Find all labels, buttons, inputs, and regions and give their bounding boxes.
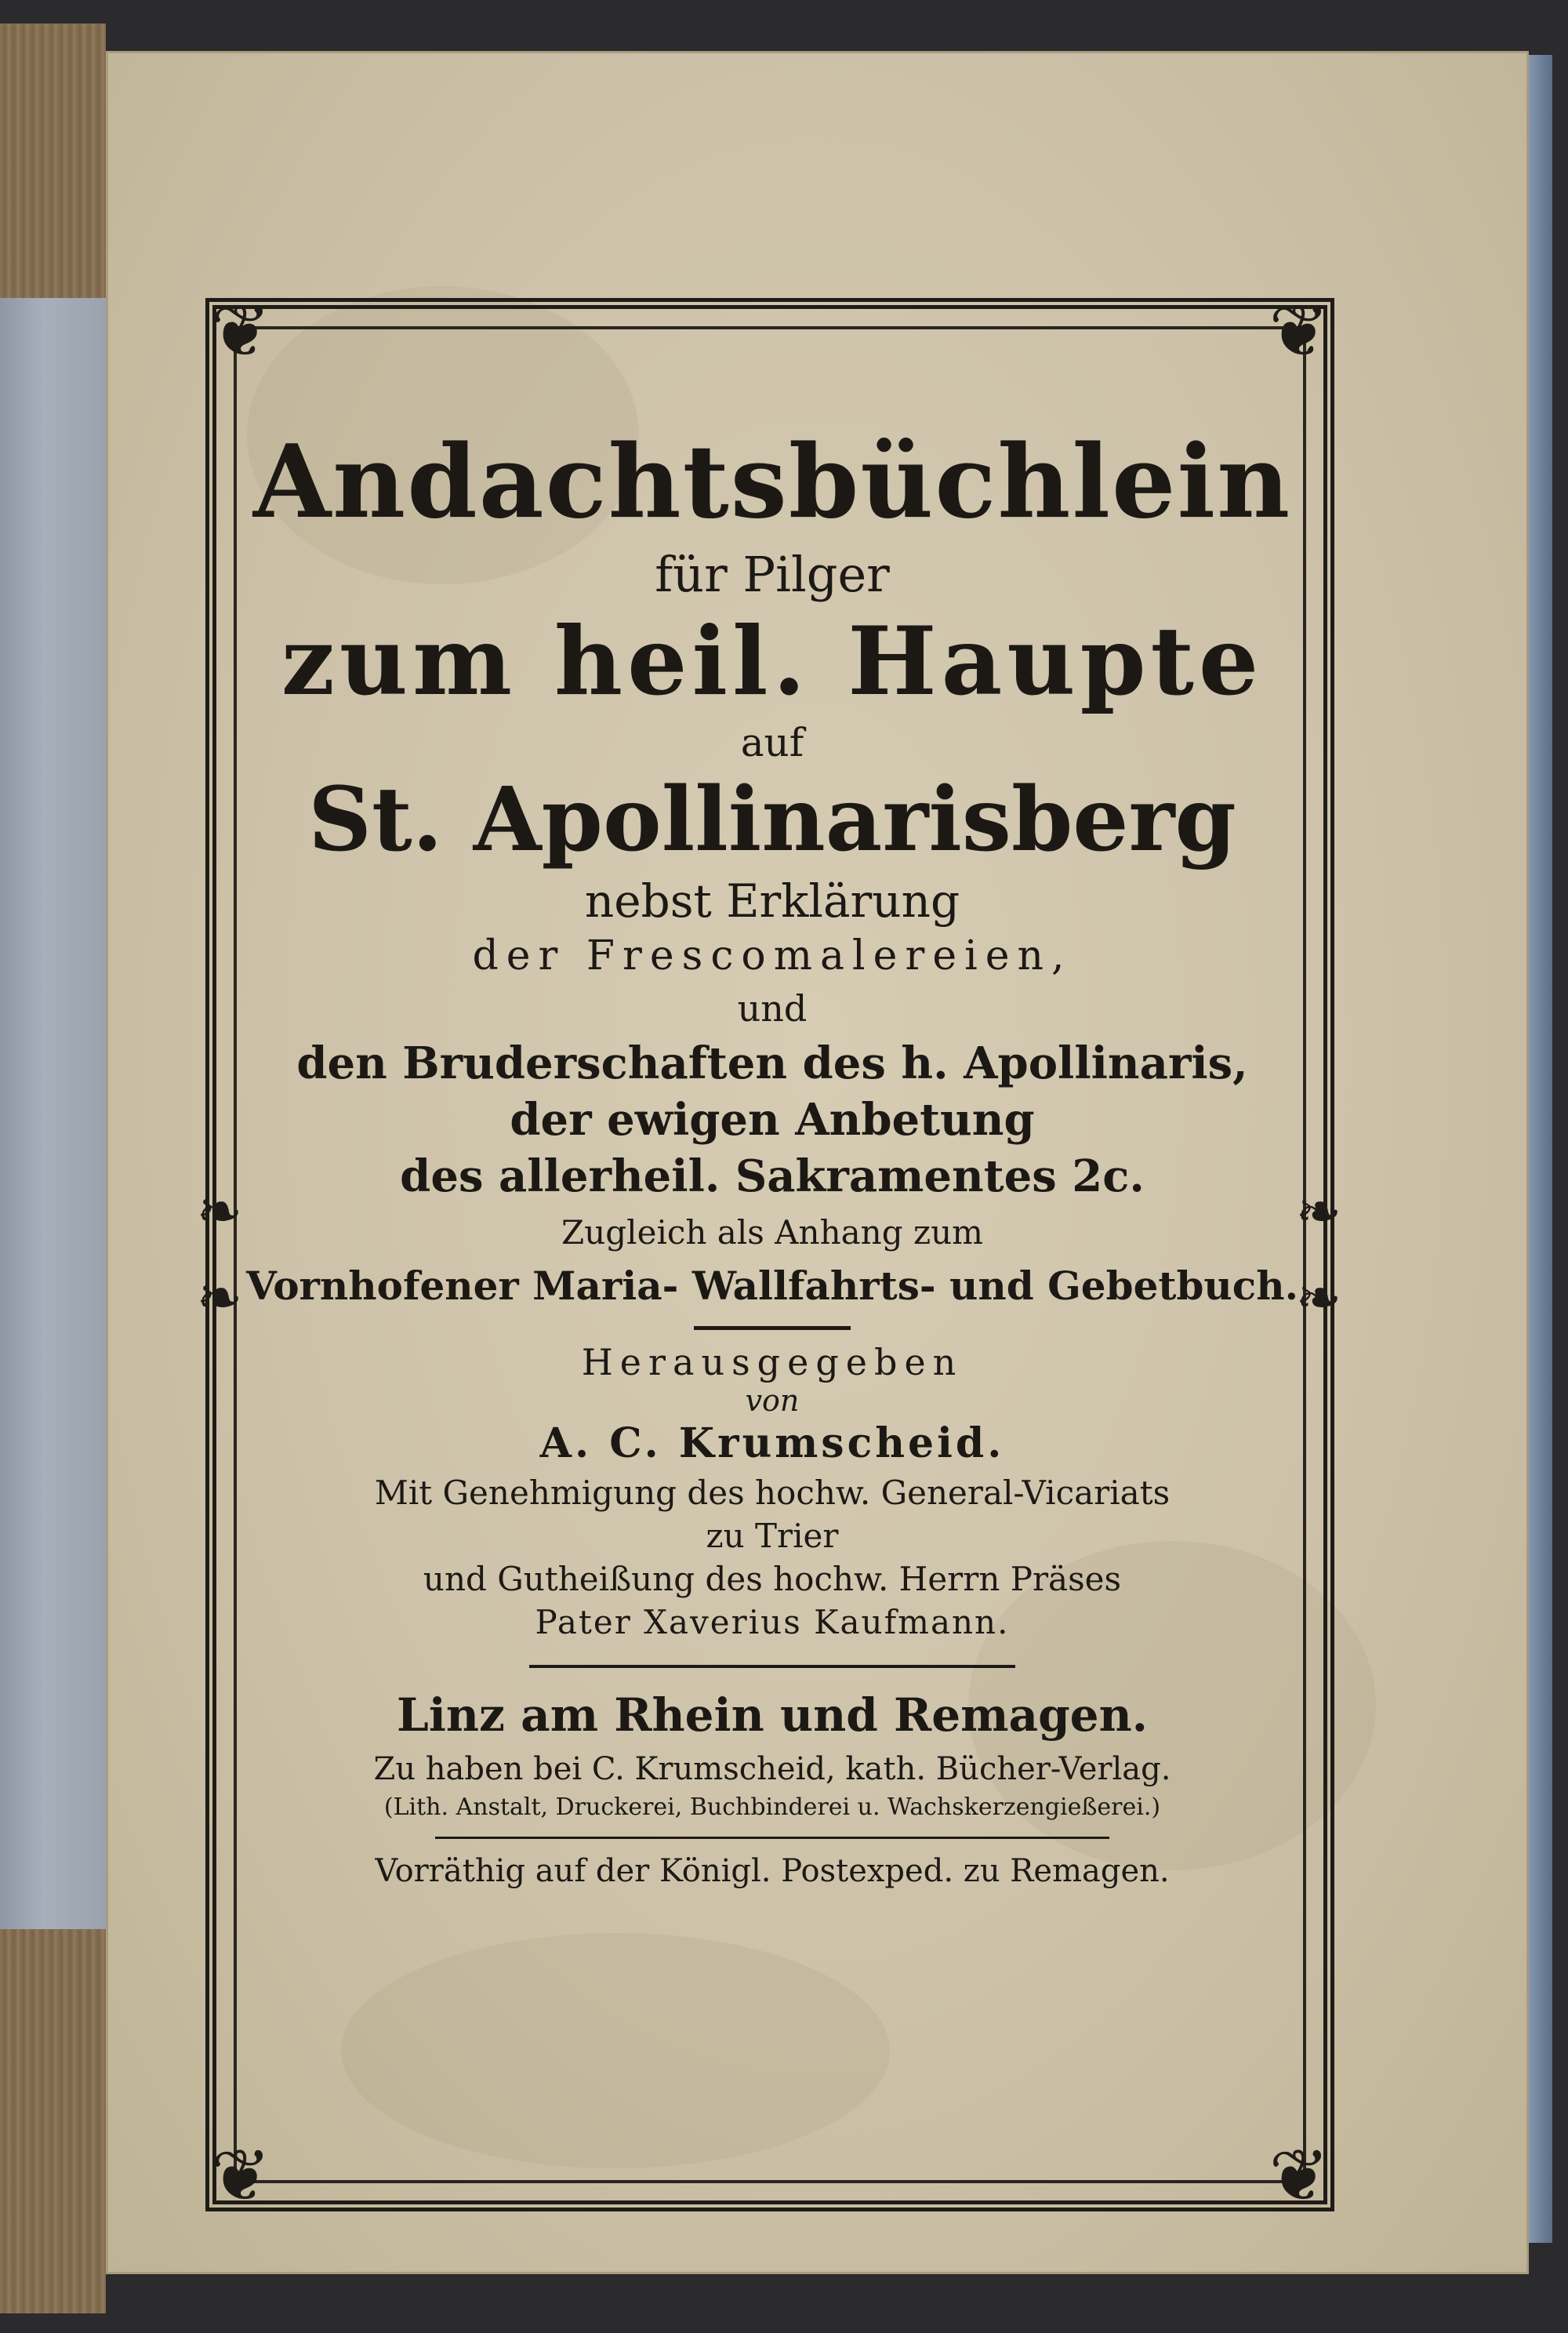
approval-line: Pater Xaverius Kaufmann.	[535, 1603, 1010, 1641]
corner-fleuron-icon: ❦	[1269, 289, 1330, 373]
subtitle-line: Vornhofener Maria- Wallfahrts- und Gebetbuch.	[246, 1263, 1298, 1309]
divider-rule	[529, 1665, 1015, 1668]
corner-fleuron-icon: ❦	[210, 2134, 271, 2218]
subtitle-line: nebst Erklärung	[584, 874, 960, 928]
title-page-text	[235, 408, 1309, 2172]
side-scroll-ornament-icon: ❧	[1295, 1266, 1342, 1330]
imprint-city: Linz am Rhein und Remagen.	[397, 1688, 1148, 1742]
side-scroll-ornament-icon: ❧	[1295, 1179, 1342, 1244]
subtitle-line: der Frescomalereien,	[472, 932, 1073, 979]
place-name: St. Apollinarisberg	[308, 769, 1236, 871]
subtitle-line: des allerheil. Sakramentes 2c.	[400, 1150, 1145, 1202]
corner-fleuron-icon: ❦	[210, 289, 271, 373]
subtitle-line: für Pilger	[655, 546, 890, 603]
imprint-stock: Vorräthig auf der Königl. Postexped. zu Remagen.	[375, 1853, 1170, 1889]
divider-rule	[435, 1837, 1109, 1839]
divider-rule	[694, 1326, 851, 1330]
approval-line: Mit Genehmigung des hochw. General-Vicariats	[374, 1474, 1171, 1512]
imprint-publisher: Zu haben bei C. Krumscheid, kath. Bücher-Verlag.	[373, 1751, 1171, 1787]
approval-line: zu Trier	[706, 1517, 839, 1555]
subtitle-line: zum heil. Haupte	[281, 606, 1264, 717]
book-spine-tape	[0, 298, 110, 1929]
editor-name: A. C. Krumscheid.	[539, 1419, 1005, 1467]
editor-heading: Herausgegeben	[581, 1341, 964, 1383]
side-scroll-ornament-icon: ❧	[196, 1266, 243, 1330]
subtitle-line: und	[737, 987, 808, 1030]
side-scroll-ornament-icon: ❧	[196, 1179, 243, 1244]
approval-line: und Gutheißung des hochw. Herrn Präses	[423, 1560, 1122, 1598]
imprint-workshop: (Lith. Anstalt, Druckerei, Buchbinderei u. Wachskerzengießerei.)	[383, 1793, 1161, 1821]
subtitle-line: auf	[740, 720, 804, 765]
subtitle-line: der ewigen Anbetung	[510, 1094, 1035, 1146]
editor-by: von	[745, 1383, 800, 1418]
corner-fleuron-icon: ❦	[1269, 2134, 1330, 2218]
book-title: Andachtsbüchlein	[252, 423, 1292, 541]
subtitle-line: Zugleich als Anhang zum	[561, 1213, 983, 1252]
subtitle-line: den Bruderschaften des h. Apollinaris,	[296, 1037, 1248, 1089]
